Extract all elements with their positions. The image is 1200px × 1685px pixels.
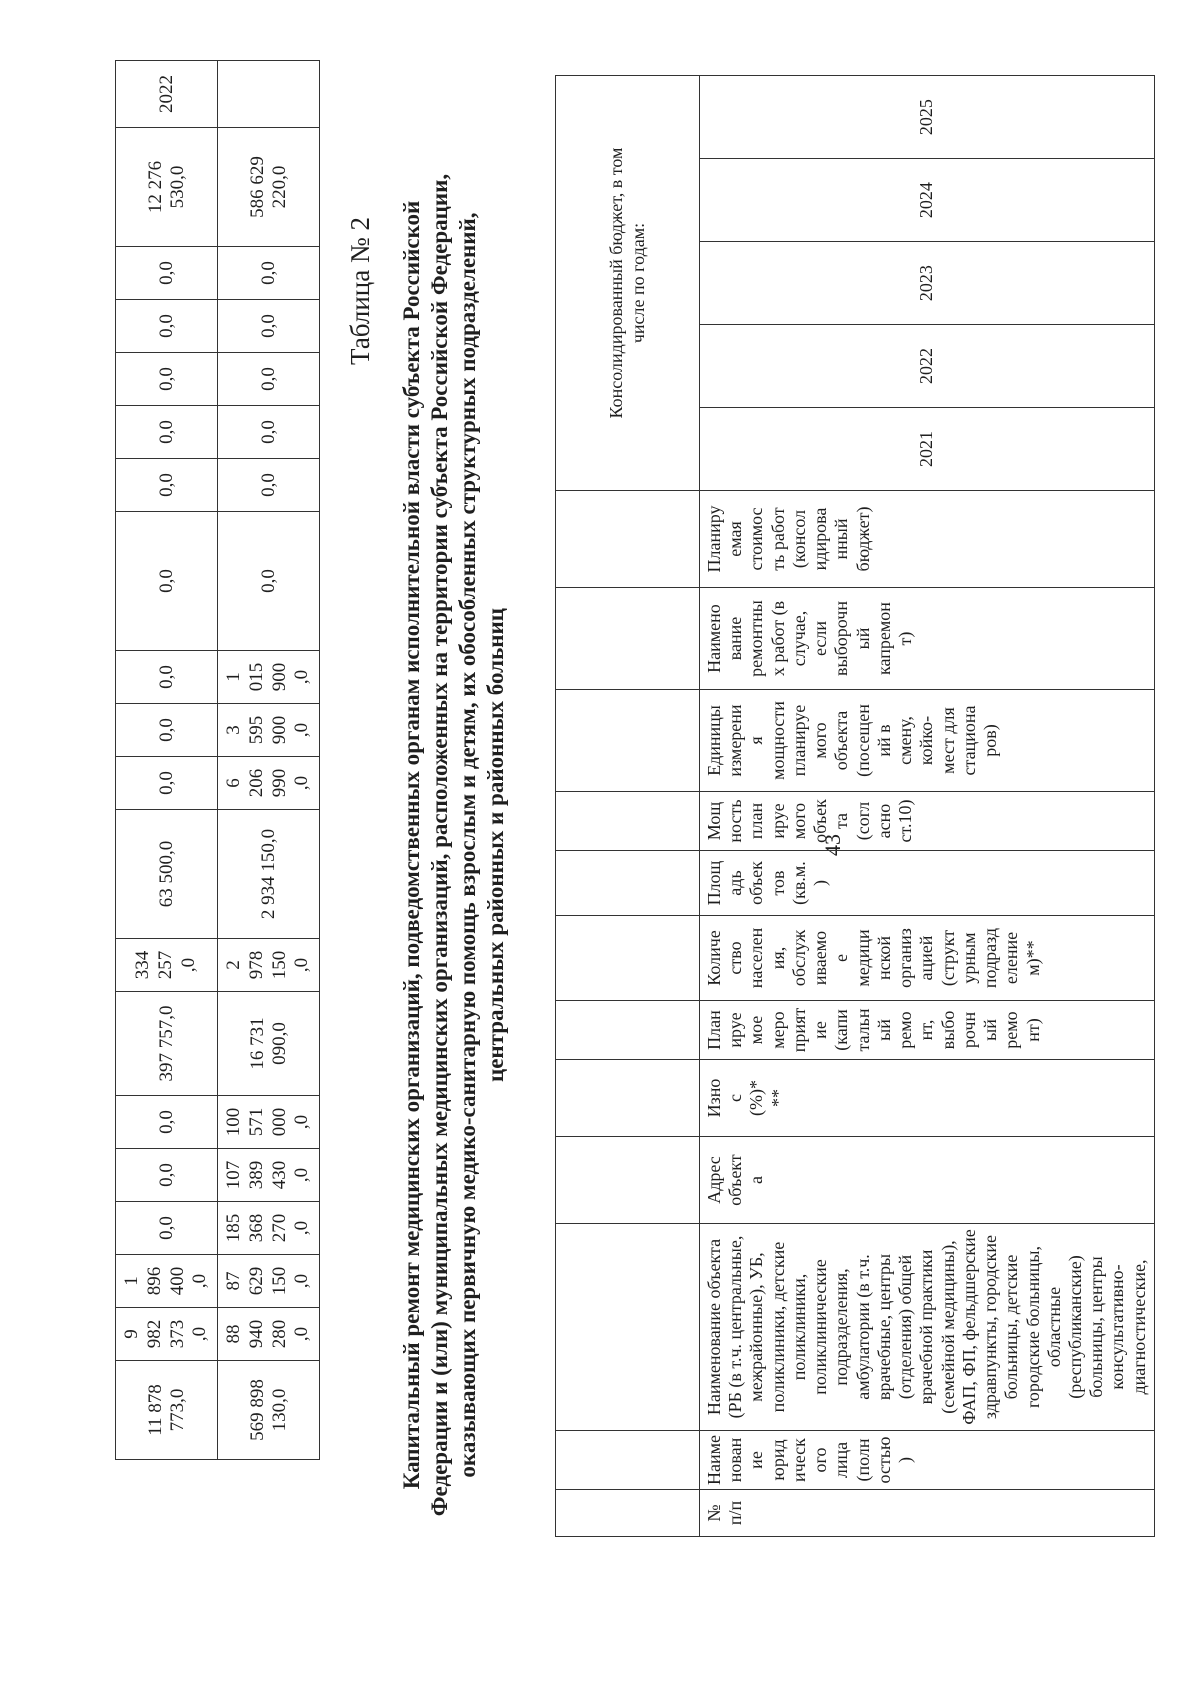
table-cell: 0,0 <box>218 353 320 406</box>
table-cell: 0,0 <box>116 353 218 406</box>
table-cell: 63 500,0 <box>116 810 218 939</box>
table-cell: 334 257 ,0 <box>116 939 218 992</box>
table-cell: 16 731 090,0 <box>218 992 320 1096</box>
year-2025: 2025 <box>700 76 1155 159</box>
table-cell: 0,0 <box>116 1149 218 1202</box>
header-num: № п/п <box>700 1490 1155 1537</box>
header-capacity: Мощ ность план ируе мого объек та (согл асно ст.10) <box>700 792 1155 851</box>
table-row <box>116 61 218 1460</box>
header-planned-repair: План ируе мое меро прият ие (капи тальн ый ремо нт, выбо рочн ый ремо нт) <box>700 1001 1155 1060</box>
table-cell: 0,0 <box>116 459 218 512</box>
header-planned-cost: Планиру емая стоимос ть работ (консол идирова нный бюджет) <box>700 491 1155 588</box>
header-legal-name: Наиме нован ие юрид ическ ого лица (полн остью ) <box>700 1431 1155 1490</box>
table-cell: 0,0 <box>218 406 320 459</box>
table-cell: 2 934 150,0 <box>218 810 320 939</box>
table-cell: 12 276 530,0 <box>116 128 218 247</box>
header-object-name: Наименование объекта (РБ (в т.ч. центральные, межрайонные), УБ, поликлиники, детские поликлиники, поликлинические подразделения, амбулатории (в т.ч. врачебные, центры (отделения) общей врачебной практики (семейной медицины), ФАП, ФП, фельдшерские здравпункты, городские больницы, детские городские больницы, областные (республиканские) больницы, центры консультативно-диагностические, <box>700 1224 1155 1431</box>
table-cell: 11 878 773,0 <box>116 1361 218 1460</box>
table-cell: 0,0 <box>116 1096 218 1149</box>
table-cell: 0,0 <box>116 300 218 353</box>
year-2021: 2021 <box>700 408 1155 491</box>
year-2024: 2024 <box>700 159 1155 242</box>
consolidated-budget-header: Консолидированный бюджет, в том числе по годам: <box>556 76 700 491</box>
table-cell: 0,0 <box>116 247 218 300</box>
table-cell: 0,0 <box>116 406 218 459</box>
page-number: 43 <box>820 834 845 856</box>
table-cell: 0,0 <box>116 757 218 810</box>
table-row <box>218 61 320 1460</box>
header-table <box>555 75 1155 1537</box>
table-cell: 3 595 900 ,0 <box>218 704 320 757</box>
table-cell: 0,0 <box>116 512 218 651</box>
header-capacity-units: Единицы измерени я мощности планируе мого объекта (посещен ий в смену, койко- мест для стациона ров) <box>700 690 1155 792</box>
table-cell: 107 389 430 ,0 <box>218 1149 320 1202</box>
table-cell: 100 571 000 ,0 <box>218 1096 320 1149</box>
table-cell: 88 940 280 ,0 <box>218 1308 320 1361</box>
table-cell: 185 368 270 ,0 <box>218 1202 320 1255</box>
table-cell: 1 015 900 ,0 <box>218 651 320 704</box>
header-area: Площ адь объек тов (кв.м. ) <box>700 851 1155 916</box>
header-address: Адрес объект а <box>700 1137 1155 1224</box>
table-cell: 0,0 <box>116 704 218 757</box>
table-cell: 0,0 <box>116 651 218 704</box>
continuation-table <box>115 60 320 1460</box>
year-2023: 2023 <box>700 242 1155 325</box>
table-cell: 569 898 130,0 <box>218 1361 320 1460</box>
table-cell: 0,0 <box>218 512 320 651</box>
header-population: Количе ство населен ия, обслуж иваемо е медици нской организ ацией (структ урным подразд еление м)** <box>700 916 1155 1001</box>
year-2022: 2022 <box>700 325 1155 408</box>
table-title: Капитальный ремонт медицинских организаций, подведомственных органам исполнительной власти субъекта Российской Федерации и (или) муниципальных медицинских организаций, расположенных на территории субъекта Российской Федерации, оказывающих первичную медико-санитарную помощь взрослым и детям, их обособленных структурных подразделений, центральных районных и районных больниц <box>399 173 509 1517</box>
table-cell: 6 206 990 ,0 <box>218 757 320 810</box>
table-cell: 0,0 <box>218 300 320 353</box>
table-row <box>556 76 700 1537</box>
table-cell: 586 629 220,0 <box>218 128 320 247</box>
table-cell: 2 978 150 ,0 <box>218 939 320 992</box>
table-cell: 0,0 <box>218 247 320 300</box>
table-cell: 87 629 150 ,0 <box>218 1255 320 1308</box>
header-repair-works: Наимено вание ремонтны х работ (в случае, если выборочн ый капремон т) <box>700 588 1155 690</box>
table-cell <box>218 61 320 128</box>
table-cell: 397 757,0 <box>116 992 218 1096</box>
table-caption: Таблица № 2 <box>345 217 375 365</box>
table-cell: 2022 <box>116 61 218 128</box>
table-cell: 1 896 400 ,0 <box>116 1255 218 1308</box>
table-cell: 0,0 <box>116 1202 218 1255</box>
header-wear: Изно с (%)* ** <box>700 1060 1155 1137</box>
table-cell: 0,0 <box>218 459 320 512</box>
table-cell: 9 982 373 ,0 <box>116 1308 218 1361</box>
